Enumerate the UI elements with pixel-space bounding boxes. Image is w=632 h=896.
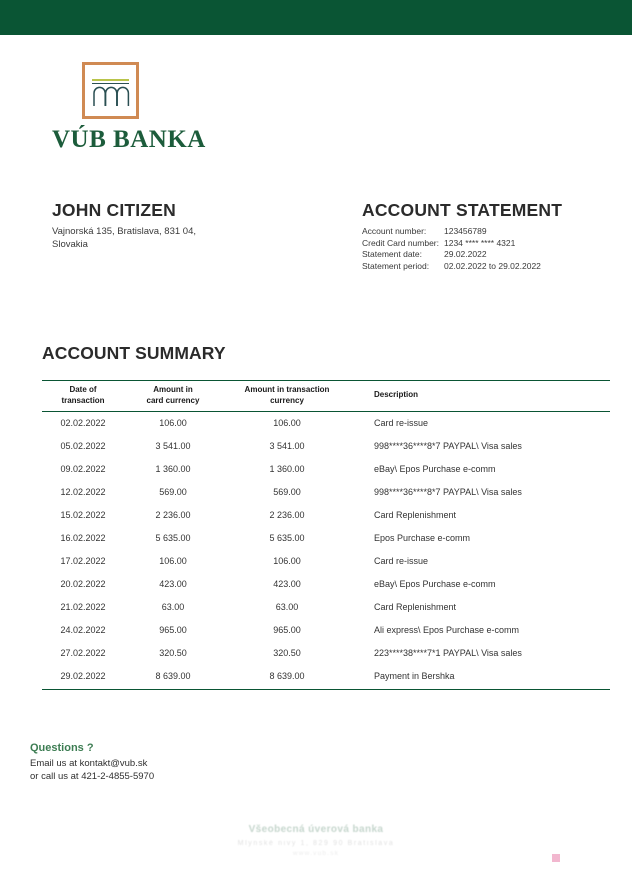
questions-phone-line: or call us at 421-2-4855-5970 [30,771,155,782]
transaction-date: 29.02.2022 [42,665,124,690]
bank-logo [52,62,312,154]
table-row [42,481,610,504]
transactions-table [42,380,610,690]
account-summary-title: ACCOUNT SUMMARY [42,343,226,363]
transaction-description: eBay\ Epos Purchase e-comm [374,579,496,589]
table-row [42,527,610,550]
watermark-address: Mlynské nivy 1, 829 90 Bratislava [237,840,395,847]
table-row [42,412,610,436]
amount-transaction-currency: 8 639.00 [222,665,352,690]
statement-block [362,200,612,272]
customer-address-line2: Slovakia [52,238,88,250]
amount-card-currency: 569.00 [159,487,187,497]
watermark-website: www.vub.sk [292,850,340,857]
column-header-txn-amount [222,381,352,412]
table-header-row [42,381,610,412]
amount-transaction-currency: 965.00 [273,625,301,635]
transaction-description: Card Replenishment [374,510,457,520]
amount-card-currency: 965.00 [159,625,187,635]
transaction-description: Epos Purchase e-comm [374,533,471,543]
transaction-date: 17.02.2022 [60,556,106,566]
statement-field-row [362,249,612,261]
transaction-date: 02.02.2022 [60,418,106,428]
table-row [42,504,610,527]
statement-field-label: Statement period: [362,260,430,271]
transactions-table-head [42,381,610,412]
amount-card-currency: 3 541.00 [155,441,191,451]
statement-fields [362,226,612,272]
transactions-table-body [42,412,610,690]
questions-title: Questions ? [30,742,94,754]
footer-watermark [0,824,632,857]
column-header-date-line1: Date of [69,385,97,394]
statement-field-label: Statement date: [362,249,423,260]
statement-title: ACCOUNT STATEMENT [362,200,563,220]
statement-field-label: Credit Card number: [362,237,440,248]
transaction-description: Card re-issue [374,556,429,566]
column-header-txn-amount-line1: Amount in transaction [244,385,330,394]
table-row [42,550,610,573]
amount-transaction-currency: 63.00 [275,602,299,612]
customer-block [52,200,342,251]
column-header-date [42,381,124,412]
transaction-date: 21.02.2022 [60,602,106,612]
transaction-date: 05.02.2022 [60,441,106,451]
amount-transaction-currency: 106.00 [273,418,301,428]
transaction-date: 12.02.2022 [60,487,106,497]
amount-transaction-currency: 2 236.00 [269,510,305,520]
amount-card-currency: 106.00 [159,556,187,566]
amount-card-currency: 8 639.00 [124,665,222,690]
amount-transaction-currency: 106.00 [273,556,301,566]
amount-card-currency: 1 360.00 [155,464,191,474]
three-arches-bridge-icon [82,62,139,119]
header-green-bar [0,0,632,35]
transaction-description: eBay\ Epos Purchase e-comm [374,464,496,474]
column-header-date-line2: transaction [61,395,105,405]
amount-card-currency: 63.00 [161,602,185,612]
column-header-card-amount-line2: card currency [146,395,200,405]
table-row [42,665,610,690]
table-row [42,435,610,458]
amount-transaction-currency: 423.00 [273,579,301,589]
statement-field-row [362,261,612,273]
transaction-date: 15.02.2022 [60,510,106,520]
statement-field-row [362,238,612,250]
transaction-date: 20.02.2022 [60,579,106,589]
transaction-description: Ali express\ Epos Purchase e-comm [374,625,520,635]
watermark-pink-mark [552,854,560,862]
transaction-date: 09.02.2022 [60,464,106,474]
column-header-card-amount [124,381,222,412]
amount-card-currency: 106.00 [159,418,187,428]
transaction-description: 998****36****8*7 PAYPAL\ Visa sales [374,441,522,451]
customer-address-line1: Vajnorská 135, Bratislava, 831 04, [52,226,196,237]
transaction-description: 223****38****7*1 PAYPAL\ Visa sales [374,648,522,658]
amount-card-currency: 423.00 [159,579,187,589]
table-row [42,573,610,596]
amount-transaction-currency: 569.00 [273,487,301,497]
transaction-date: 27.02.2022 [60,648,106,658]
customer-name: JOHN CITIZEN [52,200,176,220]
amount-transaction-currency: 320.50 [273,648,301,658]
table-row [42,619,610,642]
transaction-date: 24.02.2022 [60,625,106,635]
statement-field-value: 02.02.2022 to 29.02.2022 [444,260,541,271]
transaction-description: 998****36****8*7 PAYPAL\ Visa sales [374,487,522,497]
questions-block [30,742,330,783]
column-header-txn-amount-line2: currency [270,395,304,405]
questions-email-line: Email us at kontakt@vub.sk [30,758,148,769]
amount-card-currency: 2 236.00 [155,510,191,520]
table-row [42,458,610,481]
table-row [42,596,610,619]
column-header-card-amount-line1: Amount in [153,385,193,394]
bank-name: VÚB BANKA [52,126,206,153]
transaction-description: Card re-issue [374,418,429,428]
statement-field-value: 29.02.2022 [444,249,487,260]
column-header-description: Description [352,381,610,412]
table-row [42,642,610,665]
watermark-bank-legal-name: Všeobecná úverová banka [248,824,384,835]
amount-transaction-currency: 1 360.00 [269,464,305,474]
transaction-description: Card Replenishment [374,602,457,612]
amount-transaction-currency: 5 635.00 [269,533,305,543]
transaction-description: Payment in Bershka [352,665,610,690]
transaction-date: 16.02.2022 [60,533,106,543]
amount-transaction-currency: 3 541.00 [269,441,305,451]
statement-field-row [362,226,612,238]
statement-field-value: 123456789 [444,226,487,236]
transactions-table-wrapper [42,380,610,690]
amount-card-currency: 320.50 [159,648,187,658]
amount-card-currency: 5 635.00 [155,533,191,543]
statement-field-value: 1234 **** **** 4321 [444,237,516,248]
statement-field-label: Account number: [362,226,427,236]
